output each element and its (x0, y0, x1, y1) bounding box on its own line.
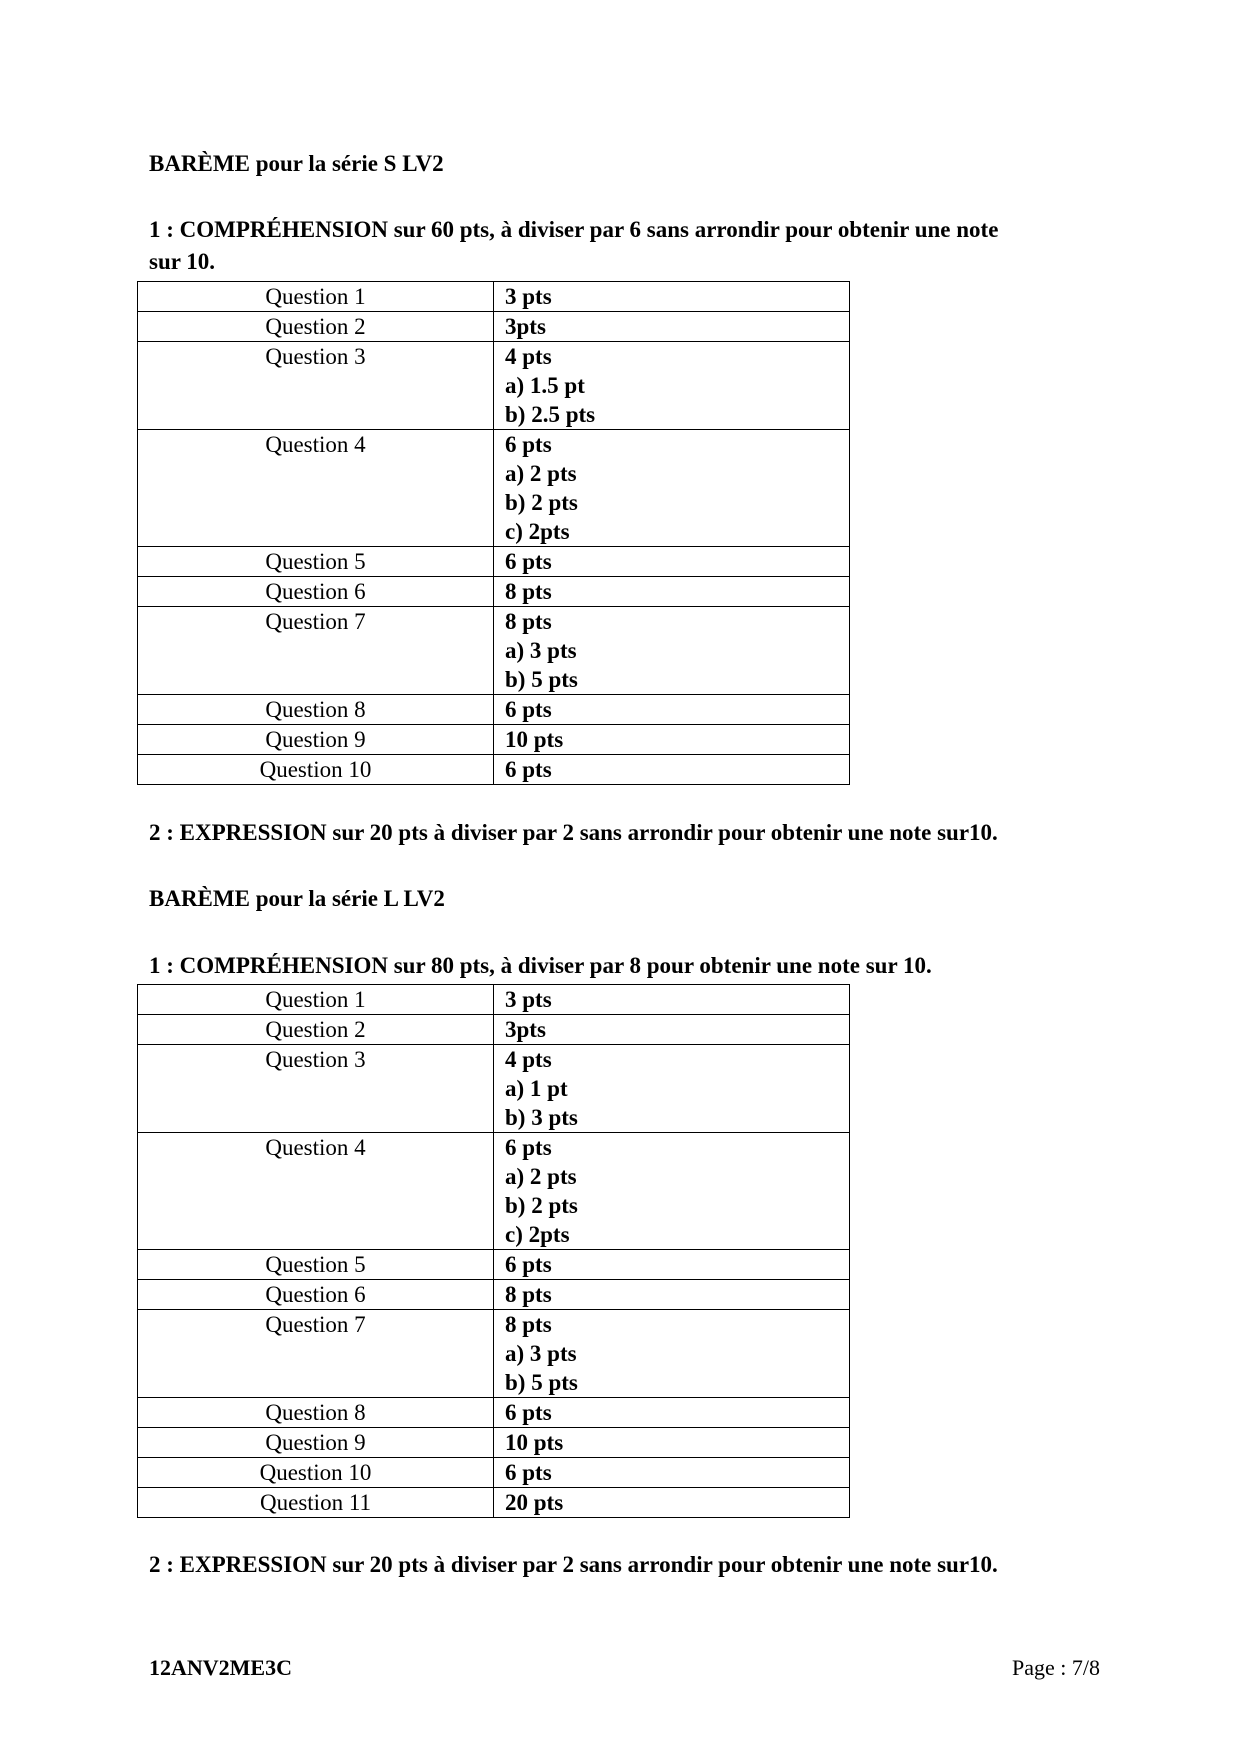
question-cell: Question 8 (138, 1398, 494, 1428)
table-row (138, 430, 850, 547)
points-value: a) 1 pt (505, 1076, 568, 1101)
points-value: 3pts (505, 1017, 546, 1042)
points-cell (494, 755, 850, 785)
points-value: 10 pts (505, 727, 564, 752)
question-cell: Question 8 (138, 695, 494, 725)
section-s-comprehension-line1: 1 : COMPRÉHENSION sur 60 pts, à diviser par 6 sans arrondir pour obtenir une note (149, 217, 999, 242)
points-cell (494, 607, 850, 695)
question-cell: Question 10 (138, 755, 494, 785)
table-row (138, 577, 850, 607)
points-value: a) 2 pts (505, 1164, 577, 1189)
points-cell (494, 312, 850, 342)
points-value: a) 1.5 pt (505, 373, 585, 398)
table-row (138, 1045, 850, 1133)
table-row (138, 1015, 850, 1045)
table-row (138, 695, 850, 725)
points-value: 8 pts (505, 1312, 552, 1337)
points-value: 6 pts (505, 1400, 552, 1425)
table-row (138, 725, 850, 755)
question-cell: Question 3 (138, 1045, 494, 1133)
points-value: 6 pts (505, 1135, 552, 1160)
question-cell: Question 1 (138, 985, 494, 1015)
table-row (138, 1488, 850, 1518)
section-s-score-table (137, 281, 850, 785)
question-cell: Question 3 (138, 342, 494, 430)
table-row (138, 282, 850, 312)
table-row (138, 1133, 850, 1250)
points-value: b) 5 pts (505, 667, 578, 692)
question-cell: Question 4 (138, 1133, 494, 1250)
points-value: 8 pts (505, 1282, 552, 1307)
points-value: 3 pts (505, 987, 552, 1012)
points-cell (494, 1310, 850, 1398)
points-cell (494, 1488, 850, 1518)
points-cell (494, 1458, 850, 1488)
points-value: 3pts (505, 314, 546, 339)
points-value: c) 2pts (505, 519, 570, 544)
points-cell (494, 1398, 850, 1428)
table-row (138, 1398, 850, 1428)
points-cell (494, 695, 850, 725)
section-l-title: BARÈME pour la série L LV2 (149, 886, 445, 911)
points-value: 6 pts (505, 1252, 552, 1277)
question-cell: Question 7 (138, 607, 494, 695)
points-cell (494, 1133, 850, 1250)
section-l-comprehension: 1 : COMPRÉHENSION sur 80 pts, à diviser par 8 pour obtenir une note sur 10. (149, 953, 932, 978)
points-cell (494, 725, 850, 755)
points-cell (494, 342, 850, 430)
question-cell: Question 9 (138, 725, 494, 755)
footer-page-number: Page : 7/8 (1012, 1655, 1100, 1680)
question-cell: Question 6 (138, 577, 494, 607)
points-value: 6 pts (505, 757, 552, 782)
table-row (138, 342, 850, 430)
points-value: a) 3 pts (505, 1341, 577, 1366)
points-value: 3 pts (505, 284, 552, 309)
question-cell: Question 5 (138, 547, 494, 577)
points-value: b) 2 pts (505, 1193, 578, 1218)
question-cell: Question 11 (138, 1488, 494, 1518)
points-value: 6 pts (505, 432, 552, 457)
points-value: 6 pts (505, 549, 552, 574)
section-l-score-table (137, 984, 850, 1518)
points-value: 4 pts (505, 1047, 552, 1072)
points-cell (494, 1280, 850, 1310)
table-row (138, 1250, 850, 1280)
points-cell (494, 547, 850, 577)
table-row (138, 607, 850, 695)
points-value: b) 2 pts (505, 490, 578, 515)
points-cell (494, 985, 850, 1015)
points-cell (494, 1015, 850, 1045)
points-value: a) 2 pts (505, 461, 577, 486)
section-s-expression: 2 : EXPRESSION sur 20 pts à diviser par 2 sans arrondir pour obtenir une note sur10. (149, 820, 998, 845)
table-row (138, 755, 850, 785)
points-value: b) 3 pts (505, 1105, 578, 1130)
table-row (138, 1458, 850, 1488)
points-value: 8 pts (505, 579, 552, 604)
table-row (138, 1428, 850, 1458)
footer-document-code: 12ANV2ME3C (149, 1655, 292, 1680)
question-cell: Question 1 (138, 282, 494, 312)
points-value: 6 pts (505, 697, 552, 722)
question-cell: Question 2 (138, 1015, 494, 1045)
points-value: 6 pts (505, 1460, 552, 1485)
table-row (138, 1310, 850, 1398)
points-value: 20 pts (505, 1490, 564, 1515)
points-value: 10 pts (505, 1430, 564, 1455)
points-value: 8 pts (505, 609, 552, 634)
question-cell: Question 2 (138, 312, 494, 342)
points-cell (494, 1045, 850, 1133)
points-cell (494, 430, 850, 547)
points-cell (494, 1250, 850, 1280)
question-cell: Question 4 (138, 430, 494, 547)
table-row (138, 985, 850, 1015)
table-row (138, 547, 850, 577)
question-cell: Question 7 (138, 1310, 494, 1398)
table-row (138, 312, 850, 342)
question-cell: Question 10 (138, 1458, 494, 1488)
points-cell (494, 577, 850, 607)
points-cell (494, 282, 850, 312)
question-cell: Question 5 (138, 1250, 494, 1280)
points-cell (494, 1428, 850, 1458)
table-row (138, 1280, 850, 1310)
points-value: a) 3 pts (505, 638, 577, 663)
section-s-title: BARÈME pour la série S LV2 (149, 151, 444, 176)
points-value: b) 2.5 pts (505, 402, 596, 427)
section-s-comprehension (149, 214, 1109, 278)
points-value: 4 pts (505, 344, 552, 369)
section-s-comprehension-line2: sur 10. (149, 249, 216, 274)
points-value: b) 5 pts (505, 1370, 578, 1395)
section-l-expression: 2 : EXPRESSION sur 20 pts à diviser par 2 sans arrondir pour obtenir une note sur10. (149, 1552, 998, 1577)
question-cell: Question 6 (138, 1280, 494, 1310)
question-cell: Question 9 (138, 1428, 494, 1458)
points-value: c) 2pts (505, 1222, 570, 1247)
